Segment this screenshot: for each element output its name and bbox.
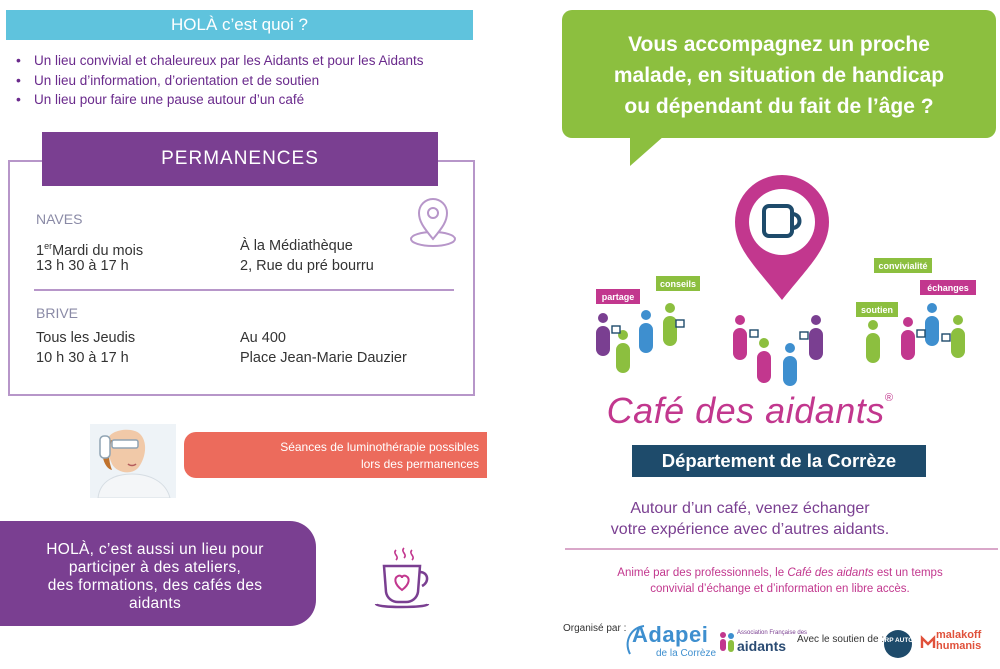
- cafe-title-text: Café des aidants: [606, 390, 885, 431]
- hola-activities-panel: [0, 521, 316, 626]
- bullet-list: [16, 51, 423, 110]
- luminotherapy-photo: [90, 424, 176, 498]
- speech-bubble-text: [562, 29, 996, 122]
- departement-banner: Département de la Corrèze: [632, 445, 926, 477]
- hola-activities-line: des formations, des cafés des: [47, 577, 263, 594]
- naves-address: 2, Rue du pré bourru: [240, 258, 374, 274]
- tag-convivialite-label: convivialité: [878, 261, 928, 271]
- cafe-des-aidants-title: [500, 390, 1000, 432]
- tagline-line: Autour d’un café, venez échanger: [630, 500, 870, 517]
- registered-mark: ®: [884, 392, 894, 404]
- malakoff-name: malakoff: [936, 629, 982, 641]
- aidants-association-label: Association Française des: [737, 630, 808, 636]
- humanis-name: humanis: [936, 640, 982, 652]
- description-text: [590, 565, 970, 597]
- aidants-logo-icon: [718, 631, 736, 653]
- brive-day: Tous les Jeudis: [36, 330, 136, 346]
- cafe-people-illustration: [590, 170, 980, 390]
- tag-convivialite: [874, 258, 932, 273]
- tag-conseils: [656, 276, 700, 291]
- description-line-2: convivial d’échange et d’information en libre accès.: [650, 583, 910, 595]
- speech-bubble-line: malade, en situation de handicap: [613, 64, 945, 87]
- hola-activities-line: participer à des ateliers,: [68, 559, 242, 576]
- luminotherapy-line-1: Séances de luminothérapie possibles: [280, 440, 479, 454]
- person-group-center: [733, 315, 823, 386]
- tag-partage: [596, 289, 640, 304]
- tag-conseils-label: conseils: [659, 279, 697, 289]
- adapei-name: Adapei: [632, 622, 709, 647]
- description-post: est un temps: [873, 567, 943, 579]
- hola-activities-line: HOLÀ, c’est aussi un lieu pour: [46, 541, 264, 558]
- brive-place: Au 400: [240, 330, 286, 346]
- brive-hours: 10 h 30 à 17 h: [36, 350, 129, 366]
- organise-par-label: Organisé par :: [563, 623, 627, 634]
- soutien-label: Avec le soutien de :: [797, 634, 885, 645]
- coffee-cup-heart-icon: [372, 546, 436, 610]
- naves-day-sup: er: [44, 241, 53, 251]
- section-divider: [565, 548, 998, 550]
- bullet-item: • Un lieu pour faire une pause autour d’un café: [16, 90, 423, 110]
- description-emphasis: Café des aidants: [787, 567, 874, 579]
- speech-bubble-tail: [630, 136, 664, 166]
- naves-place: À la Médiathèque: [240, 238, 353, 254]
- tagline: [500, 498, 1000, 540]
- aidants-name: aidants: [737, 638, 787, 654]
- location-pin-icon: [405, 195, 461, 251]
- irp-auto-logo: [883, 629, 913, 659]
- permanences-divider: [34, 289, 454, 291]
- speech-bubble-line: ou dépendant du fait de l’âge ?: [624, 95, 934, 118]
- person-group-left: [596, 303, 684, 373]
- naves-day-num: 1: [36, 243, 45, 259]
- bullet-item: • Un lieu d’information, d’orientation et de soutien: [16, 71, 423, 91]
- tag-echanges: [920, 280, 976, 295]
- permanences-title: PERMANENCES: [42, 132, 438, 186]
- tag-soutien-label: soutien: [860, 305, 894, 315]
- description-line-1: [590, 565, 970, 581]
- naves-day-rest: Mardi du mois: [52, 243, 144, 259]
- luminotherapy-text: [280, 439, 479, 473]
- irp-auto-text: IRP AUTO: [883, 637, 913, 644]
- luminotherapy-line-2: lors des permanences: [360, 457, 479, 471]
- malakoff-humanis-logo: [936, 630, 981, 652]
- adapei-subtitle: de la Corrèze: [656, 648, 717, 659]
- tag-echanges-label: échanges: [927, 283, 969, 293]
- hola-activities-line: aidants: [128, 595, 182, 612]
- naves-hours: 13 h 30 à 17 h: [36, 258, 129, 274]
- speech-bubble: [562, 10, 996, 138]
- right-page: [500, 0, 1000, 669]
- hola-activities-text: [10, 541, 300, 613]
- luminotherapy-banner: [184, 432, 487, 478]
- tag-partage-label: partage: [601, 292, 635, 302]
- bullet-item: • Un lieu convivial et chaleureux par les Aidants et pour les Aidants: [16, 51, 423, 71]
- brive-address: Place Jean-Marie Dauzier: [240, 350, 407, 366]
- malakoff-logo-icon: [920, 632, 936, 650]
- description-pre: Animé par des professionnels, le: [617, 567, 788, 579]
- hola-header: HOLÀ c’est quoi ?: [6, 10, 473, 40]
- speech-bubble-line: Vous accompagnez un proche: [628, 33, 930, 56]
- city-brive: BRIVE: [36, 305, 79, 321]
- tag-soutien: [856, 302, 898, 317]
- city-naves: NAVES: [36, 211, 83, 227]
- tagline-line: votre expérience avec d’autres aidants.: [610, 521, 890, 538]
- map-pin-icon: [735, 175, 829, 300]
